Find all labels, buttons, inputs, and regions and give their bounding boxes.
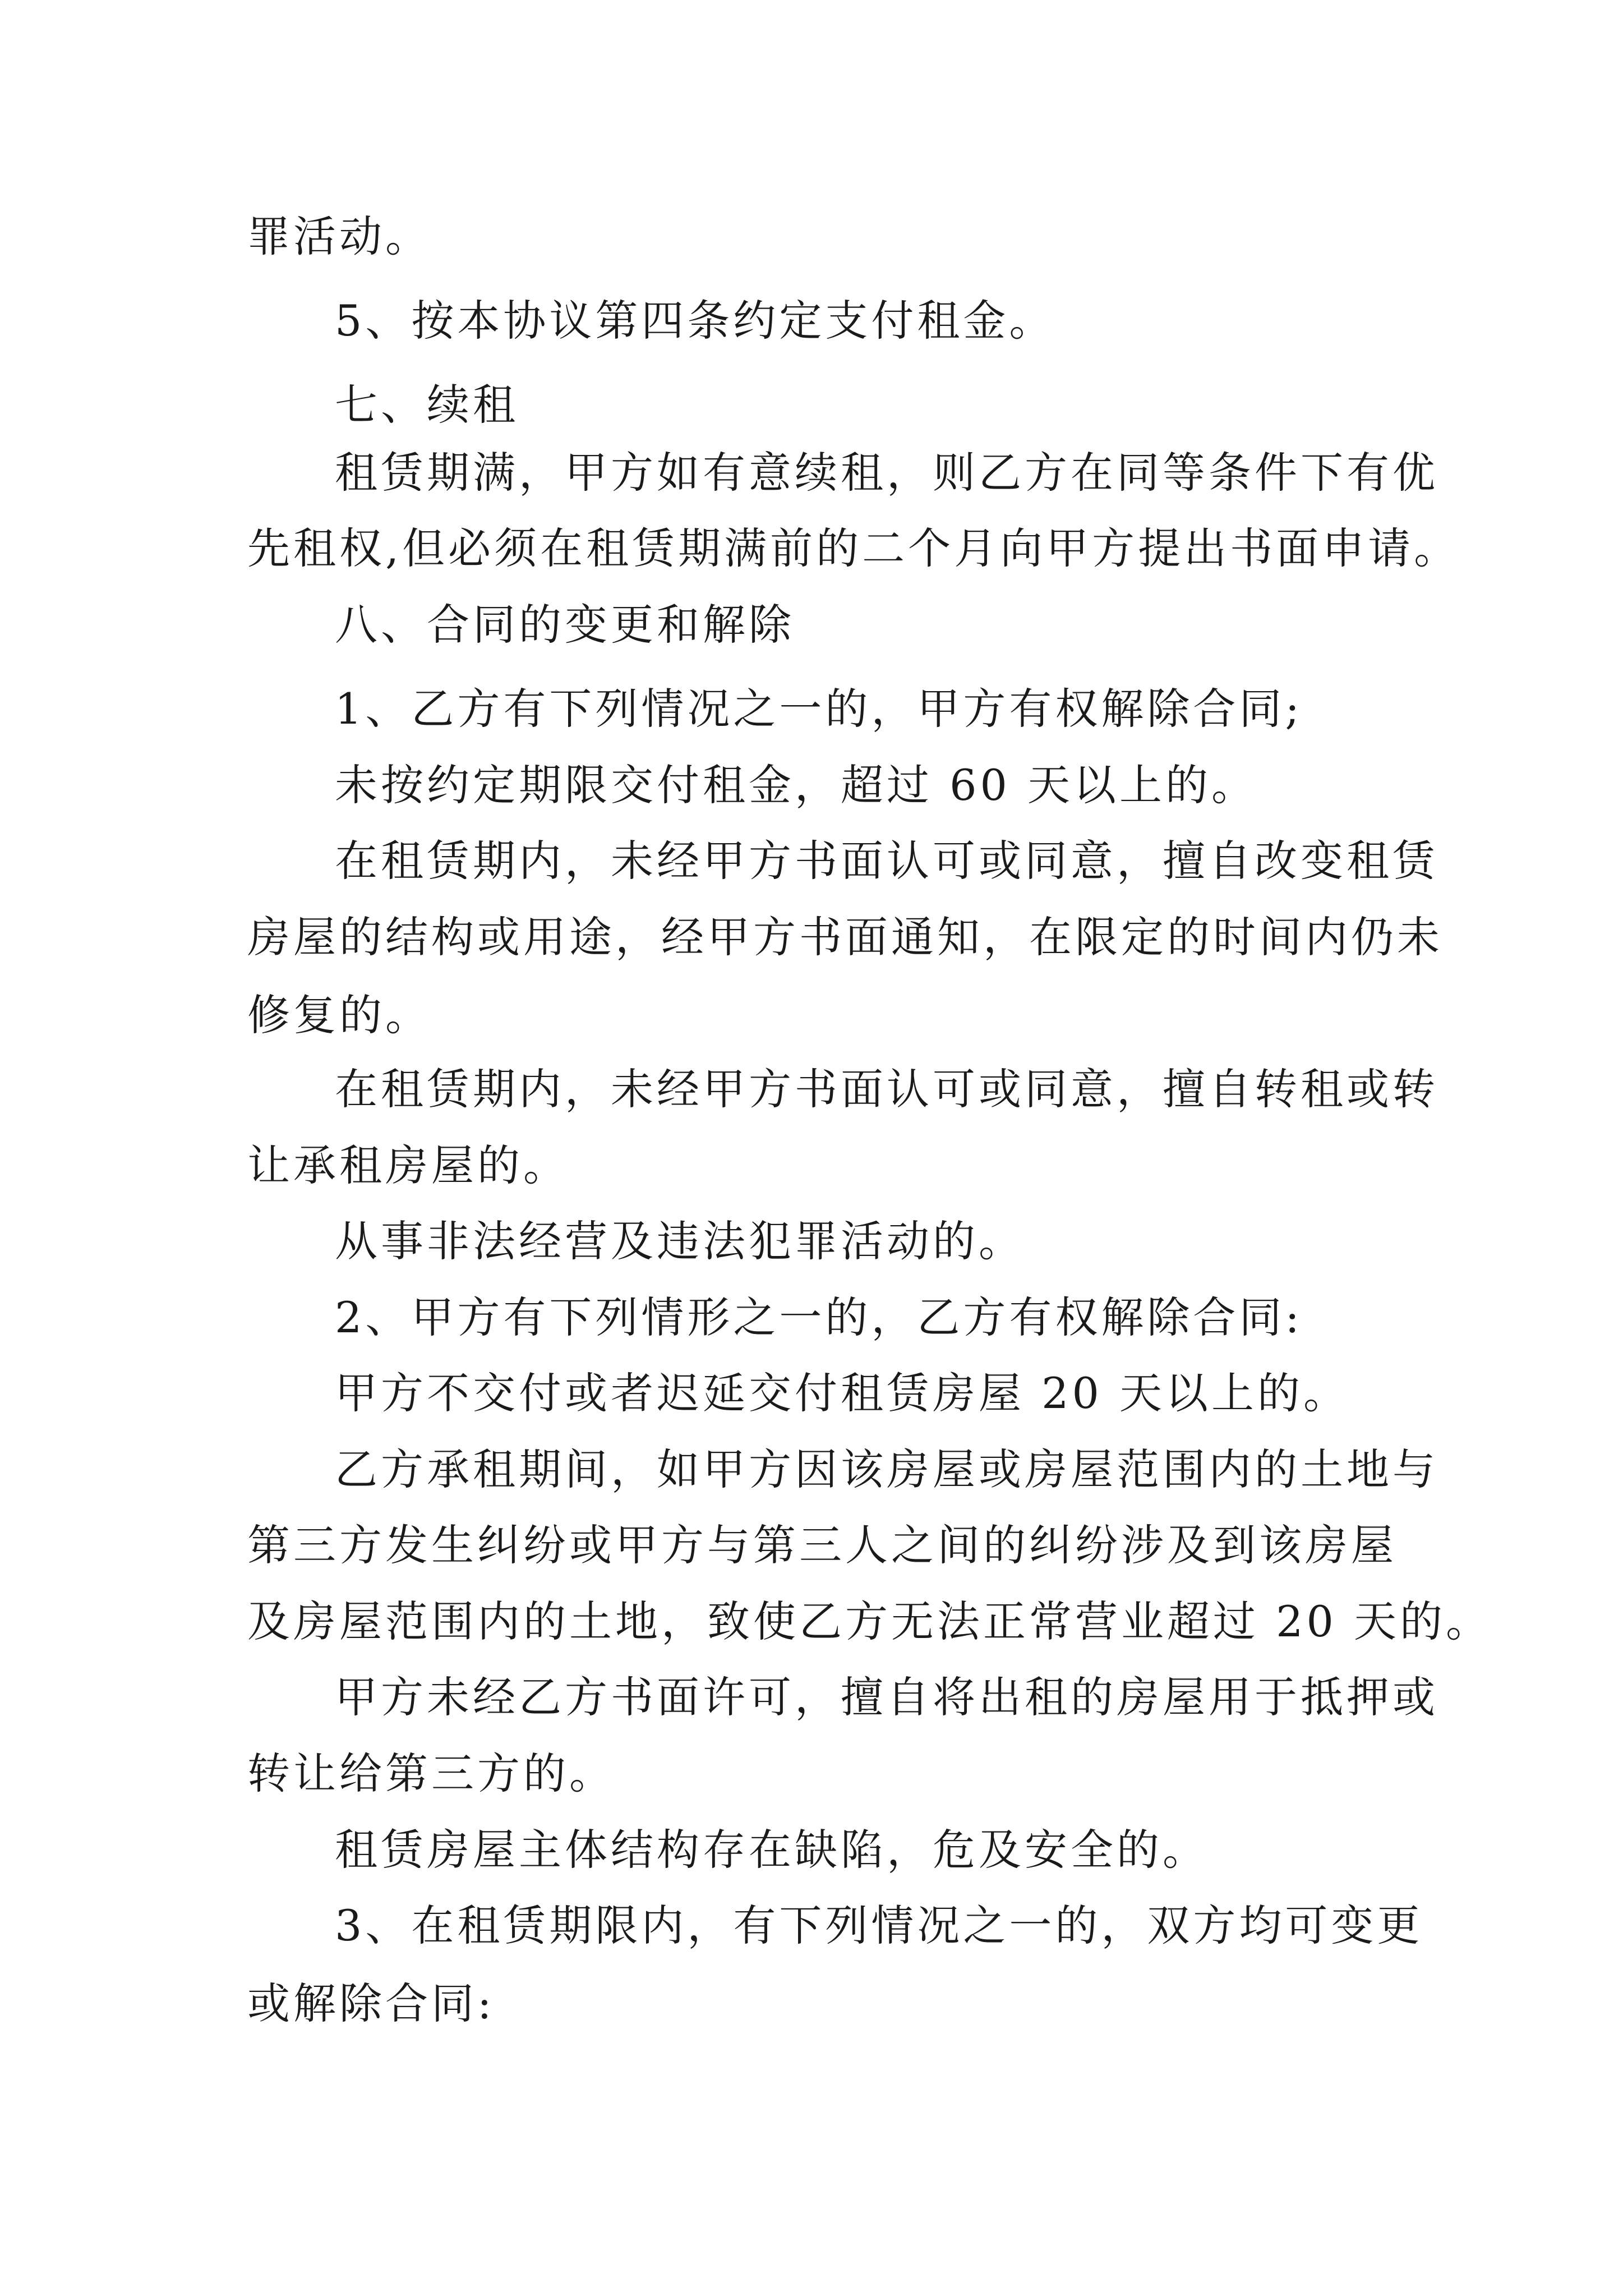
text-line: 罪活动。 xyxy=(247,211,431,261)
text-line: 房屋的结构或用途，经甲方书面通知，在限定的时间内仍未 xyxy=(247,912,1443,962)
text-line: 1、乙方有下列情况之一的，甲方有权解除合同; xyxy=(335,684,1303,734)
text-line: 未按约定期限交付租金，超过 60 天以上的。 xyxy=(335,760,1258,810)
text-line: 第三方发生纠纷或甲方与第三人之间的纠纷涉及到该房屋 xyxy=(247,1520,1397,1570)
text-line: 甲方未经乙方书面许可，擅自将出租的房屋用于抵押或 xyxy=(335,1672,1438,1722)
text-line: 从事非法经营及违法犯罪活动的。 xyxy=(335,1216,1025,1266)
text-line: 租赁期满，甲方如有意续租，则乙方在同等条件下有优 xyxy=(335,448,1438,498)
text-line: 在租赁期内，未经甲方书面认可或同意，擅自转租或转 xyxy=(335,1064,1438,1114)
text-line: 或解除合同: xyxy=(247,1978,495,2028)
text-line: 乙方承租期间，如甲方因该房屋或房屋范围内的土地与 xyxy=(335,1444,1438,1494)
text-line: 先租权,但必须在租赁期满前的二个月向甲方提出书面申请。 xyxy=(247,523,1460,573)
text-line: 在租赁期内，未经甲方书面认可或同意，擅自改变租赁 xyxy=(335,836,1438,886)
text-line: 甲方不交付或者迟延交付租赁房屋 20 天以上的。 xyxy=(335,1368,1350,1418)
text-line: 租赁房屋主体结构存在缺陷，危及安全的。 xyxy=(335,1825,1209,1875)
text-line: 让承租房屋的。 xyxy=(247,1140,569,1190)
text-line: 2、甲方有下列情形之一的，乙方有权解除合同: xyxy=(335,1292,1303,1342)
text-line: 转让给第三方的。 xyxy=(247,1749,615,1798)
text-line: 5、按本协议第四条约定支付租金。 xyxy=(335,296,1055,346)
section-heading: 七、续租 xyxy=(335,380,519,430)
section-heading: 八、合同的变更和解除 xyxy=(335,600,795,650)
text-line: 修复的。 xyxy=(247,990,431,1040)
text-line: 及房屋范围内的土地，致使乙方无法正常营业超过 20 天的。 xyxy=(247,1596,1492,1646)
text-line: 3、在租赁期限内，有下列情况之一的，双方均可变更 xyxy=(335,1901,1423,1950)
